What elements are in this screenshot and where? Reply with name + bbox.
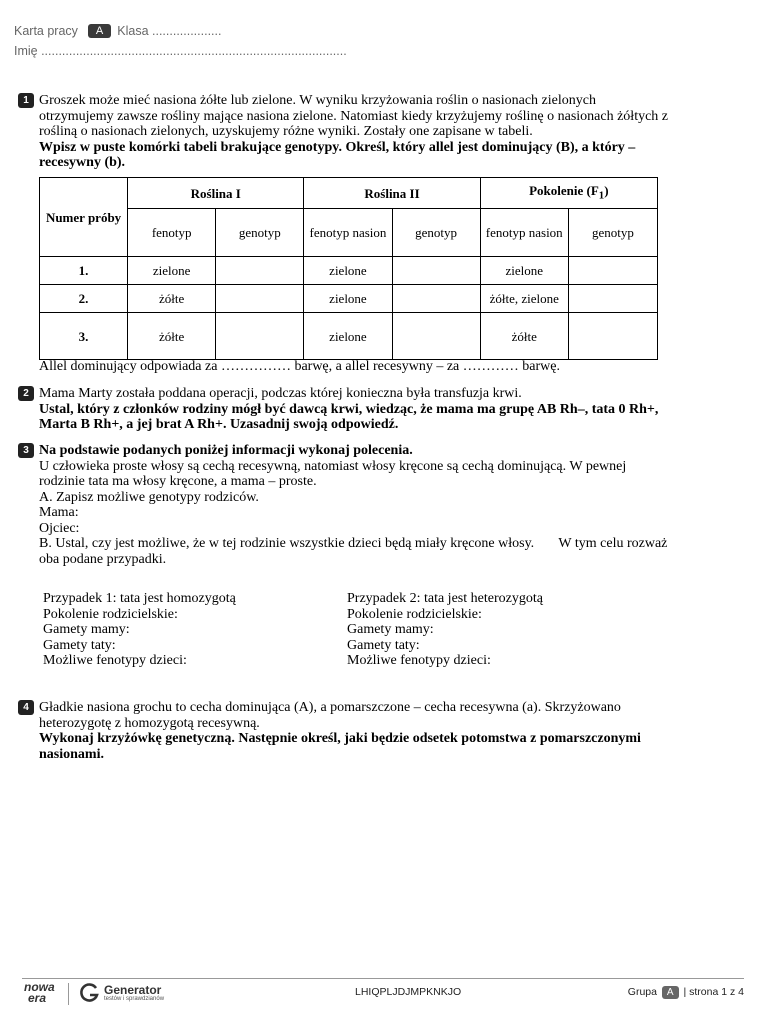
f1-phenotype: żółte — [480, 313, 568, 360]
header-plant-2: Roślina II — [304, 178, 480, 209]
f1-genotype-blank[interactable] — [568, 285, 657, 313]
page-number: | strona 1 z 4 — [683, 986, 744, 998]
sub-genotype: genotyp — [216, 209, 304, 257]
f1-phenotype: zielone — [480, 257, 568, 285]
task-4-number: 4 — [18, 700, 34, 715]
f1-phenotype: żółte, zielone — [480, 285, 568, 313]
plant1-genotype-blank[interactable] — [216, 313, 304, 360]
plant1-genotype-blank[interactable] — [216, 285, 304, 313]
task-1 — [39, 93, 669, 171]
plant1-phenotype: żółte — [128, 313, 216, 360]
case-2 — [347, 591, 543, 669]
case-2-father-gametes: Gamety taty: — [347, 637, 420, 653]
case-2-parents: Pokolenie rodzicielskie: — [347, 606, 482, 622]
sub-phenotype: fenotyp — [128, 209, 216, 257]
task-3-part-a: A. Zapisz możliwe genotypy rodziców. — [39, 489, 259, 505]
task-1-number: 1 — [18, 93, 34, 108]
f1-genotype-blank[interactable] — [568, 257, 657, 285]
class-label: Klasa .................... — [117, 24, 222, 38]
page-info — [628, 986, 744, 999]
group-label: Grupa — [627, 986, 657, 998]
row-number: 3. — [40, 313, 128, 360]
worksheet-code: LHIQPLJDJMPKNKJO — [355, 986, 462, 998]
case-2-phenotypes: Możliwe fenotypy dzieci: — [347, 653, 491, 668]
plant2-genotype-blank[interactable] — [392, 285, 480, 313]
row-number: 1. — [40, 257, 128, 285]
table-row — [40, 285, 658, 313]
plant2-phenotype: zielone — [304, 285, 392, 313]
plant2-genotype-blank[interactable] — [392, 257, 480, 285]
name-line: Imię ........................................................................................ — [14, 44, 347, 58]
task-4-intro: Gładkie nasiona grochu to cecha dominująca (A), a pomarszczone – cecha recesywna (a). Skrzyżowano heterozygotę z homozygotą recesywną. — [39, 700, 621, 731]
nowa-era-logo: nowa era — [24, 980, 55, 1005]
task-2-intro: Mama Marty została poddana operacji, podczas której konieczna była transfuzja krwi. — [39, 386, 522, 401]
father-label: Ojciec: — [39, 520, 80, 536]
task-3-instruction: Na podstawie podanych poniżej informacji wykonaj polecenia. — [39, 443, 413, 458]
plant1-genotype-blank[interactable] — [216, 257, 304, 285]
plant1-phenotype: żółte — [128, 285, 216, 313]
header-sample-number: Numer próby — [40, 178, 128, 257]
case-1-phenotypes: Możliwe fenotypy dzieci: — [43, 653, 187, 668]
sub-seed-phenotype: fenotyp nasion — [304, 209, 392, 257]
generator-logo-icon — [78, 982, 100, 1004]
logo-separator — [68, 983, 69, 1005]
task-3-intro: U człowieka proste włosy są cechą recesywną, natomiast włosy kręcone są cechą dominującą. W pewnej rodzinie tata ma włosy kręcone, a mama – proste. — [39, 458, 627, 489]
mother-label: Mama: — [39, 505, 79, 520]
task-3-part-b: B. Ustal, czy jest możliwe, że w tej rodzinie wszystkie dzieci będą miały kręcone włosy. W tym celu rozważ oba podane przypadki. — [39, 536, 671, 567]
case-1-mother-gametes: Gamety mamy: — [43, 622, 130, 637]
plant1-phenotype: zielone — [128, 257, 216, 285]
plant2-genotype-blank[interactable] — [392, 313, 480, 360]
case-1 — [43, 591, 236, 669]
genotype-table — [39, 177, 658, 360]
row-number: 2. — [40, 285, 128, 313]
case-2-title: Przypadek 2: tata jest heterozygotą — [347, 591, 543, 606]
header-plant-1: Roślina I — [128, 178, 304, 209]
group-badge-footer: A — [662, 986, 679, 999]
allele-answer-line: Allel dominujący odpowiada za …………… barwę, a allel recesywny – za ………… barwę. — [39, 359, 560, 374]
task-4 — [39, 700, 669, 762]
group-badge: A — [88, 24, 111, 38]
card-label: Karta pracy — [14, 24, 78, 38]
sub-seed-phenotype: fenotyp nasion — [480, 209, 568, 257]
table-row — [40, 257, 658, 285]
sub-genotype: genotyp — [568, 209, 657, 257]
case-1-father-gametes: Gamety taty: — [43, 637, 116, 653]
case-1-parents: Pokolenie rodzicielskie: — [43, 606, 178, 622]
generator-logo-subtext: testów i sprawdzianów — [104, 996, 165, 1002]
header-generation: Pokolenie $(F_1)$ — [480, 178, 657, 209]
footer-divider — [22, 978, 744, 979]
plant2-phenotype: zielone — [304, 313, 392, 360]
worksheet-header — [14, 24, 221, 38]
table-row — [40, 313, 658, 360]
plant2-phenotype: zielone — [304, 257, 392, 285]
task-3-number: 3 — [18, 443, 34, 458]
task-3 — [39, 443, 669, 567]
case-1-title: Przypadek 1: tata jest homozygotą — [43, 591, 236, 606]
f1-genotype-blank[interactable] — [568, 313, 657, 360]
case-2-mother-gametes: Gamety mamy: — [347, 622, 434, 637]
task-1-instruction: Wpisz w puste komórki tabeli brakujące genotypy. Określ, który allel jest dominujący (B), a który – recesywny (b). — [39, 139, 636, 170]
task-1-intro: Groszek może mieć nasiona żółte lub zielone. W wyniku krzyżowania roślin o nasionach zielonych otrzymujemy zawsze rośliny mające nasiona zielone. Natomiast kiedy krzyżujemy roślinę o nasionach żółtych z rośliną o nasionach zielonych, uzyskujemy różne wyniki. Zostały one zapisane w tabeli. — [39, 93, 669, 139]
task-2 — [39, 386, 669, 433]
generator-logo-text: Generator — [104, 983, 162, 997]
task-4-instruction: Wykonaj krzyżówkę genetyczną. Następnie określ, jaki będzie odsetek potomstwa z pomarszczonymi nasionami. — [39, 731, 641, 762]
sub-genotype: genotyp — [392, 209, 480, 257]
task-2-instruction: Ustal, który z członków rodziny mógł być dawcą krwi, wiedząc, że mama ma grupę AB Rh–, tata 0 Rh+, Marta B Rh+, a jej brat A Rh+. Uzasadnij swoją odpowiedź. — [39, 401, 659, 432]
task-2-number: 2 — [18, 386, 34, 401]
